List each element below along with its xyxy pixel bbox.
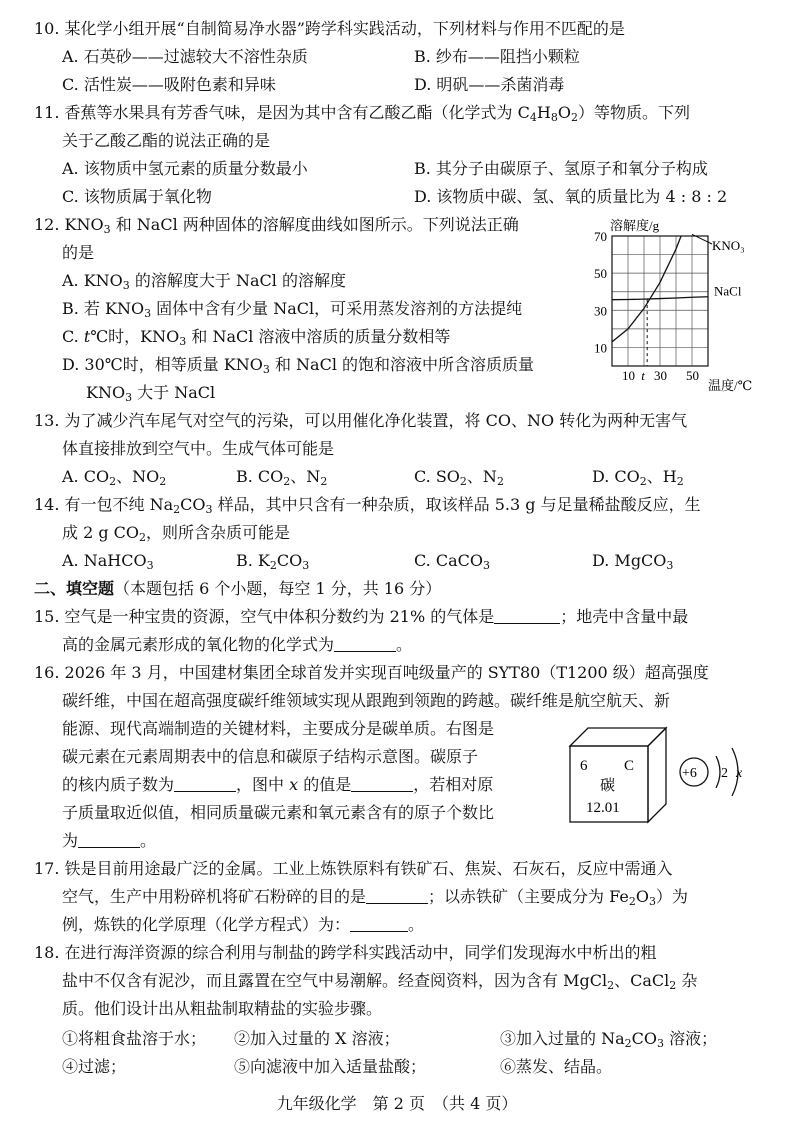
y-tick-label: 70 bbox=[594, 229, 607, 244]
q13-option-c: C. $SO_2$、$N_2$ bbox=[414, 467, 504, 488]
q15-blank-2[interactable] bbox=[334, 635, 396, 652]
q12-option-c: C. t℃时，$KNO_3$ 和 NaCl 溶液中溶质的质量分数相等 bbox=[62, 327, 451, 348]
atom-outer-shell: x bbox=[736, 766, 743, 781]
element-mass: 12.01 bbox=[586, 800, 620, 816]
q14-stem: 14. 有一包不纯 $Na_2CO_3$ 样品，其中只含有一种杂质，取该样品 5.3 g 与足量稀盐酸反应，生 bbox=[34, 495, 701, 516]
chart-grid bbox=[612, 236, 708, 366]
q15-line1: 15. 空气是一种宝贵的资源，空气中体积分数约为 21% 的气体是 ；地壳中含量中最 bbox=[34, 607, 689, 626]
q11-option-b: B. 其分子由碳原子、氢原子和氧分子构成 bbox=[414, 159, 708, 178]
q13-stem-line2: 体直接排放到空气中。生成气体可能是 bbox=[62, 439, 335, 458]
q18-step-2: ②加入过量的 X 溶液； bbox=[234, 1029, 400, 1048]
series-label-nacl: NaCl bbox=[714, 283, 742, 299]
carbon-element-card bbox=[566, 724, 670, 826]
chart-ylabel: 溶解度/g bbox=[610, 218, 660, 233]
q10-option-c: C. 活性炭——吸附色素和异味 bbox=[62, 75, 276, 94]
q14-option-a: A. NaHCO$_3$ bbox=[62, 551, 154, 572]
q16-line1: 16. 2026 年 3 月，中国建材集团全球首发并实现百吨级量产的 SYT80（T1200 级）超高强度 bbox=[34, 663, 709, 682]
x-tick-label: 50 bbox=[686, 368, 699, 383]
q13-stem: 13. 为了减少汽车尾气对空气的污染，可以用催化净化装置，将 CO、NO 转化为两种无害气 bbox=[34, 411, 688, 430]
q18-step-4: ④过滤； bbox=[62, 1057, 127, 1076]
q14-option-b: B. $K_2CO_3$ bbox=[236, 551, 310, 572]
q16-line5: 的核内质子数为 ，图中 x 的值是 ，若相对原 bbox=[62, 775, 494, 794]
y-tick-label: 10 bbox=[594, 340, 607, 356]
q10-option-b: B. 纱布——阻挡小颗粒 bbox=[414, 47, 580, 66]
solubility-chart bbox=[590, 218, 770, 398]
chart-ticks bbox=[594, 229, 699, 383]
q12-option-b: B. 若 $KNO_3$ 固体中含有少量 NaCl，可采用蒸发溶剂的方法提纯 bbox=[62, 299, 523, 320]
q12-option-d-line2: $KNO_3$ 大于 NaCl bbox=[86, 383, 216, 404]
page-footer: 九年级化学 第 2 页 （共 4 页） bbox=[276, 1094, 518, 1113]
q18-step-6: ⑥蒸发、结晶。 bbox=[500, 1057, 613, 1076]
q11-option-d: D. 该物质中碳、氢、氧的质量比为 4 : 8 : 2 bbox=[414, 187, 728, 206]
y-tick-label: 30 bbox=[594, 303, 607, 319]
q18-line2: 盐中不仅含有泥沙，而且露置在空气中易潮解。经查阅资料，因为含有 MgCl$_2$、CaCl$_2$ 杂 bbox=[62, 971, 698, 992]
q13-option-a: A. $CO_2$、$NO_2$ bbox=[62, 467, 167, 488]
q18-step-1: ①将粗食盐溶于水； bbox=[62, 1029, 207, 1048]
q13-option-b: B. $CO_2$、$N_2$ bbox=[236, 467, 328, 488]
element-number: 6 bbox=[580, 758, 588, 774]
q12-option-a: A. $KNO_3$ 的溶解度大于 NaCl 的溶解度 bbox=[62, 271, 346, 292]
q18-line1: 18. 在进行海洋资源的综合利用与制盐的跨学科实践活动中，同学们发现海水中析出的粗 bbox=[34, 943, 657, 962]
atom-nucleus-charge: +6 bbox=[682, 766, 697, 781]
q17-line2: 空气，生产中用粉碎机将矿石粉碎的目的是 ；以赤铁矿（主要成分为 $Fe_2O_3$）为 bbox=[62, 887, 688, 908]
y-tick-label: 50 bbox=[594, 266, 607, 282]
chart-xlabel: 温度/℃ bbox=[708, 378, 753, 393]
q11-stem: 11. 香蕉等水果具有芳香气味，是因为其中含有乙酸乙酯（化学式为 $C_4H_8O_2$）等物质。下列 bbox=[34, 103, 690, 124]
series-label-kno3: KNO₃ bbox=[712, 238, 745, 253]
q16-blank-2[interactable] bbox=[351, 775, 413, 792]
q10-option-a: A. 石英砂——过滤较大不溶性杂质 bbox=[62, 47, 308, 66]
section-2-note: （本题包括 6 个小题，每空 1 分，共 16 分） bbox=[114, 579, 442, 598]
q13-option-d: D. $CO_2$、$H_2$ bbox=[592, 467, 684, 488]
q17-blank-1[interactable] bbox=[366, 887, 428, 904]
q16-line4: 碳元素在元素周期表中的信息和碳原子结构示意图。碳原子 bbox=[62, 747, 479, 766]
q14-option-c: C. CaCO$_3$ bbox=[414, 551, 490, 572]
q16-blank-3[interactable] bbox=[78, 831, 140, 848]
element-name: 碳 bbox=[600, 776, 616, 794]
q11-stem-line2: 关于乙酸乙酯的说法正确的是 bbox=[62, 131, 271, 150]
q15-line2: 高的金属元素形成的氧化物的化学式为 。 bbox=[62, 635, 413, 654]
q14-stem-line2: 成 2 g $CO_2$，则所含杂质可能是 bbox=[62, 523, 291, 544]
element-symbol: C bbox=[624, 758, 635, 774]
x-tick-label: 10 bbox=[622, 368, 635, 383]
q18-step-3: ③加入过量的 $Na_2CO_3$ 溶液； bbox=[500, 1029, 718, 1050]
q17-line3: 例，炼铁的化学原理（化学方程式）为： 。 bbox=[62, 915, 425, 934]
q11-option-c: C. 该物质属于氧化物 bbox=[62, 187, 212, 206]
q15-blank-1[interactable] bbox=[494, 607, 560, 624]
q16-line2: 碳纤维，中国在超高强度碳纤维领域实现从跟跑到领跑的跨越。碳纤维是航空航天、新 bbox=[62, 691, 671, 710]
section-2-title: 二、填空题 bbox=[34, 579, 115, 598]
q18-line3: 质。他们设计出从粗盐制取精盐的实验步骤。 bbox=[62, 999, 383, 1018]
x-tick-label: 30 bbox=[654, 368, 667, 383]
x-tick-label: t bbox=[641, 368, 645, 383]
q12-stem: 12. $KNO_3$ 和 NaCl 两种固体的溶解度曲线如图所示。下列说法正确 bbox=[34, 215, 519, 236]
q16-line6: 子质量取近似值，相同质量碳元素和氧元素含有的原子个数比 bbox=[62, 803, 495, 822]
q14-option-d: D. MgCO$_3$ bbox=[592, 551, 674, 572]
q10-stem: 10. 某化学小组开展“自制简易净水器”跨学科实践活动，下列材料与作用不匹配的是 bbox=[34, 19, 625, 38]
q12-option-d: D. 30℃时，相等质量 $KNO_3$ 和 NaCl 的饱和溶液中所含溶质质量 bbox=[62, 355, 535, 376]
carbon-atom-diagram bbox=[676, 740, 776, 810]
q18-step-5: ⑤向滤液中加入适量盐酸； bbox=[234, 1057, 427, 1076]
q16-blank-1[interactable] bbox=[174, 775, 236, 792]
q17-line1: 17. 铁是目前用途最广泛的金属。工业上炼铁原料有铁矿石、焦炭、石灰石，反应中需通入 bbox=[34, 859, 673, 878]
atom-inner-shell: 2 bbox=[721, 766, 728, 781]
q16-line3: 能源、现代高端制造的关键材料，主要成分是碳单质。右图是 bbox=[62, 719, 495, 738]
q16-line7: 为 。 bbox=[62, 831, 157, 850]
q12-stem-line2: 的是 bbox=[62, 243, 95, 262]
section-2-header bbox=[34, 578, 441, 600]
q17-blank-2[interactable] bbox=[350, 915, 408, 932]
q11-option-a: A. 该物质中氢元素的质量分数最小 bbox=[62, 159, 308, 178]
q10-option-d: D. 明矾——杀菌消毒 bbox=[414, 75, 565, 94]
